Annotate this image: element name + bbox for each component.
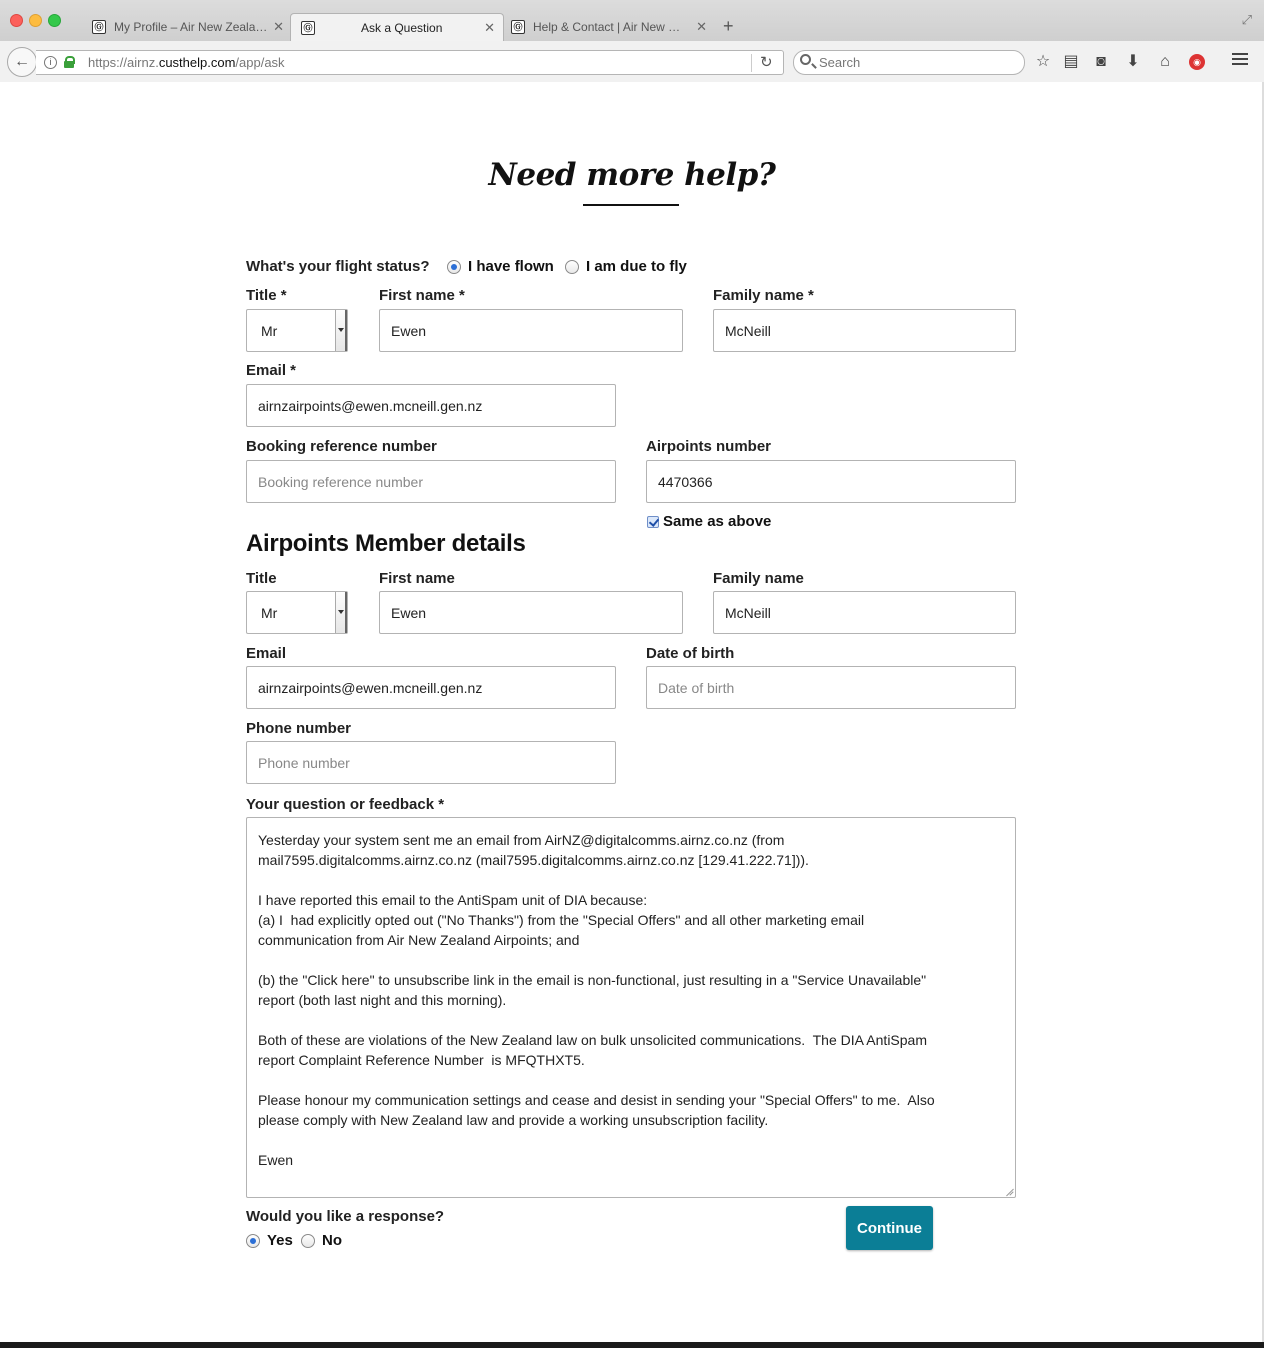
question-label: Your question or feedback * [246, 796, 445, 813]
bookmark-star-icon[interactable]: ☆ [1035, 53, 1051, 70]
radio-label[interactable]: I have flown [468, 258, 554, 275]
family-name-label: Family name * [713, 287, 814, 304]
search-icon [800, 54, 811, 65]
member-family-name-input[interactable] [713, 591, 1016, 634]
radio-due-to-fly[interactable] [565, 260, 579, 274]
tab-label: Help & Contact | Air New … [533, 20, 681, 34]
email-label: Email * [246, 362, 297, 379]
radio-label[interactable]: I am due to fly [586, 258, 687, 275]
download-icon[interactable]: ⬇ [1126, 53, 1140, 70]
radio-label[interactable]: Yes [267, 1232, 293, 1249]
same-as-above-checkbox[interactable] [647, 516, 659, 528]
radio-response-no[interactable] [301, 1234, 315, 1248]
browser-chrome [0, 0, 1264, 82]
booking-ref-label: Booking reference number [246, 438, 437, 455]
title-label: Title * [246, 287, 287, 304]
radio-response-yes[interactable] [246, 1234, 260, 1248]
divider [751, 54, 752, 72]
airnz-favicon-icon: Ⓖ [92, 20, 106, 34]
menu-icon[interactable] [1232, 53, 1248, 65]
member-email-field[interactable] [246, 666, 616, 709]
page-title: Need more help? [488, 157, 776, 193]
title-value: Mr [261, 323, 278, 339]
resize-handle[interactable] [1003, 1184, 1014, 1195]
phone-input[interactable] [246, 741, 616, 784]
zoom-window-button[interactable] [48, 14, 61, 27]
url-text: https://airnz.custhelp.com/app/ask [88, 55, 285, 70]
member-first-name-input[interactable] [379, 591, 683, 634]
member-title-label: Title [246, 570, 277, 587]
back-arrow-icon[interactable]: ← [7, 47, 37, 77]
title-select[interactable] [246, 309, 348, 352]
dob-input[interactable] [646, 666, 1016, 709]
family-name-input[interactable] [713, 309, 1016, 352]
tab-ask-a-question[interactable] [290, 13, 504, 41]
dob-label: Date of birth [646, 645, 735, 662]
pocket-icon[interactable]: ◙ [1096, 53, 1106, 70]
member-email-label: Email [246, 645, 287, 662]
phone-label: Phone number [246, 720, 352, 737]
search-placeholder: Search [819, 55, 861, 70]
continue-button[interactable]: Continue [846, 1206, 933, 1250]
close-icon[interactable]: ✕ [696, 19, 707, 34]
radio-label[interactable]: No [322, 1232, 342, 1249]
tab-label: Ask a Question [361, 20, 443, 35]
home-icon[interactable]: ⌂ [1160, 53, 1170, 70]
info-icon[interactable]: i [44, 56, 57, 69]
search-input[interactable] [793, 50, 1025, 75]
radio-have-flown[interactable] [447, 260, 461, 274]
tab-bar [0, 0, 1264, 41]
response-label: Would you like a response? [246, 1208, 445, 1225]
nav-bar [0, 41, 1264, 82]
tab-help-contact[interactable] [505, 13, 715, 41]
lock-icon[interactable] [64, 56, 74, 68]
chevron-down-icon[interactable] [335, 310, 347, 351]
new-tab-icon[interactable]: + [723, 16, 734, 36]
member-first-name-label: First name [379, 570, 455, 587]
bottom-edge [0, 1342, 1264, 1348]
airnz-favicon-icon: Ⓖ [301, 21, 315, 35]
close-icon[interactable]: ✕ [484, 20, 495, 35]
airpoints-number-label: Airpoints number [646, 438, 772, 455]
tab-my-profile[interactable] [82, 13, 292, 41]
fullscreen-icon[interactable]: ⤢ [1241, 12, 1252, 27]
same-as-above-label[interactable]: Same as above [663, 513, 772, 530]
booking-ref-input[interactable] [246, 460, 616, 503]
first-name-label: First name * [379, 287, 465, 304]
close-icon[interactable]: ✕ [273, 19, 284, 34]
member-family-name-label: Family name [713, 570, 804, 587]
airpoints-number-input[interactable] [646, 460, 1016, 503]
reading-list-icon[interactable]: ▤ [1063, 53, 1079, 70]
first-name-input[interactable] [379, 309, 683, 352]
question-textarea[interactable]: Yesterday your system sent me an email from AirNZ@digitalcomms.airnz.co.nz (from mail7595.digitalcomms.airnz.co.nz (mail7595.digitalcomms.airnz.co.nz [129.41.222.71])). I have reported this email to the AntiSpam unit of DIA because: (a) I had explicitly opted out ("No Thanks") from the "Special Offers" and all other marketing email communication from Air New Zealand Airpoints; and (b) the "Click here" to unsubscribe link in the email is non-functional, just resulting in a "Service Unavailable" report (both last night and this morning). Both of these are violations of the New Zealand law on bulk unsolicited communications. The DIA AntiSpam report Complaint Reference Number is MFQTHXT5. Please honour my communication settings and cease and desist in sending your "Special Offers" to me. Also please comply with New Zealand law and provide a working unsubscription facility. Ewen [246, 817, 1016, 1198]
close-window-button[interactable] [10, 14, 23, 27]
flight-status-label: What's your flight status? [246, 258, 430, 275]
title-underline [583, 204, 679, 206]
member-details-heading: Airpoints Member details [246, 530, 526, 557]
reload-icon[interactable]: ↻ [760, 54, 773, 71]
airnz-favicon-icon: Ⓖ [511, 20, 525, 34]
url-bar[interactable] [36, 50, 784, 75]
member-title-value: Mr [261, 605, 278, 621]
email-field[interactable] [246, 384, 616, 427]
minimize-window-button[interactable] [29, 14, 42, 27]
extension-icon[interactable]: ◉ [1189, 54, 1205, 70]
tab-label: My Profile – Air New Zeala… [114, 20, 268, 34]
member-title-select[interactable] [246, 591, 348, 634]
chevron-down-icon[interactable] [335, 592, 347, 633]
